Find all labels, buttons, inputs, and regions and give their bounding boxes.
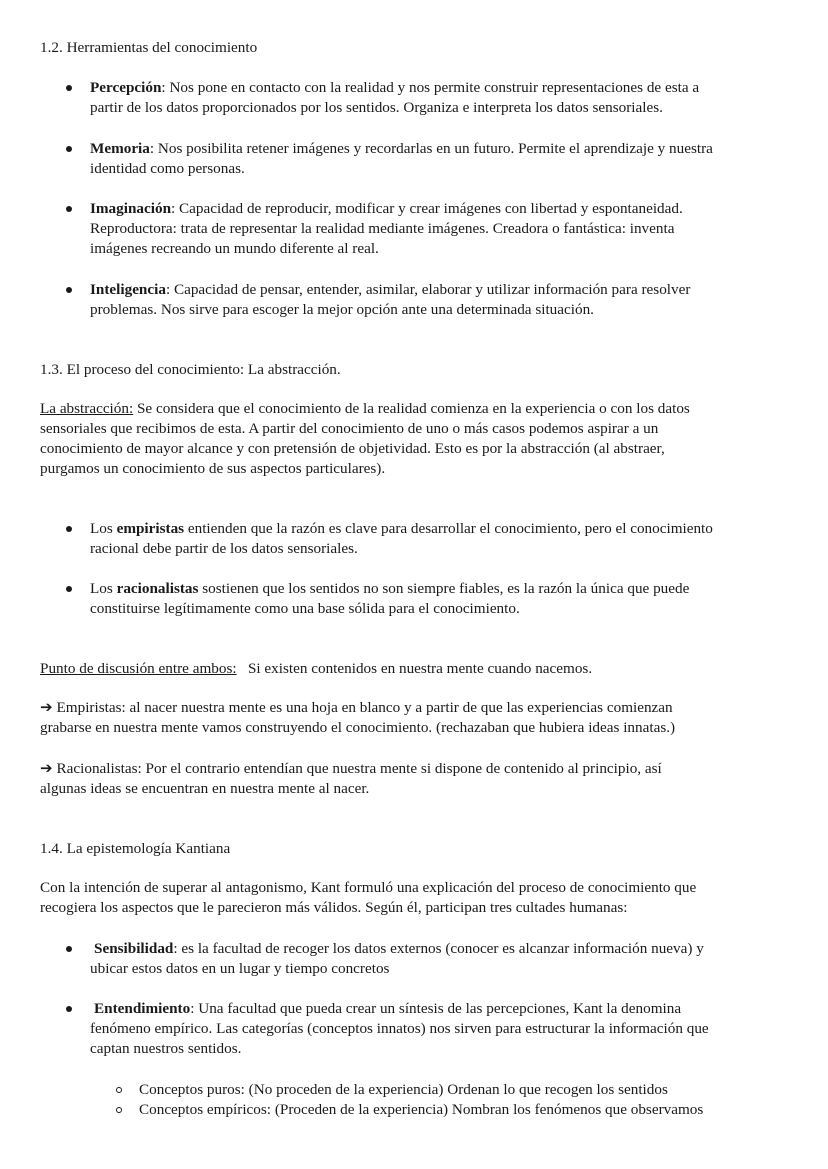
section-heading-1-4: 1.4. La epistemología Kantiana [40,840,231,857]
hollow-bullet-icon [116,1087,122,1093]
abstraction-paragraph: La abstracción: Se considera que el conocimiento de la realidad comienza en la experiencia o con los datos sensoriales que recibimos de esta. A partir del conocimiento de uno o más casos podemos aspirar a un conocimiento de mayor alcance y con pretensión de objetividad. Esto es por la abstracción (al abstraer, purgamos un conocimiento de sus aspectos particulares). [40,400,690,477]
bullet-dot [66,1006,72,1012]
term-inteligencia: Inteligencia [90,281,166,298]
bullet-dot [66,206,72,212]
bullet-dot [66,287,72,293]
kant-intro-paragraph: Con la intención de superar al antagonismo, Kant formuló una explicación del proceso de conocimiento que recogiera los aspectos que le parecieron más válidos. Según él, participan tres cultades humanas: [40,879,697,916]
abstraction-label: La abstracción: [40,400,134,417]
debate-label: Punto de discusión entre ambos: [40,660,237,677]
empiristas-arrow-paragraph: ➔ Empiristas: al nacer nuestra mente es una hoja en blanco y a partir de que las experiencias comienzan grabarse en nuestra mente vamos construyendo el conocimiento. (rechazaban que hubiera ideas innatas.) [40,699,676,736]
bullet-dot [66,526,72,532]
bullet-dot [66,146,72,152]
debate-line: Punto de discusión entre ambos: Si existen contenidos en nuestra mente cuando nacemos. [40,660,593,677]
section-heading-1-2: 1.2. Herramientas del conocimiento [40,39,258,56]
term-percepcion: Percepción [90,79,162,96]
section-heading-1-3: 1.3. El proceso del conocimiento: La abstracción. [40,361,341,378]
bullet-dot [66,85,72,91]
term-empiristas: empiristas [116,520,185,537]
arrow-icon: ➔ [40,760,53,777]
term-memoria: Memoria [90,140,150,157]
hollow-bullet-icon [116,1107,122,1113]
arrow-icon: ➔ [40,699,53,716]
term-imaginacion: Imaginación [90,200,172,217]
bullet-dot [66,586,72,592]
term-racionalistas: racionalistas [116,580,199,597]
bullet-dot [66,946,72,952]
term-entendimiento: Entendimiento [94,1000,191,1017]
racionalistas-arrow-paragraph: ➔ Racionalistas: Por el contrario entendían que nuestra mente si dispone de contenido al principio, así algunas ideas se encuentran en nuestra mente al nacer. [40,760,662,797]
term-sensibilidad: Sensibilidad [94,940,174,957]
